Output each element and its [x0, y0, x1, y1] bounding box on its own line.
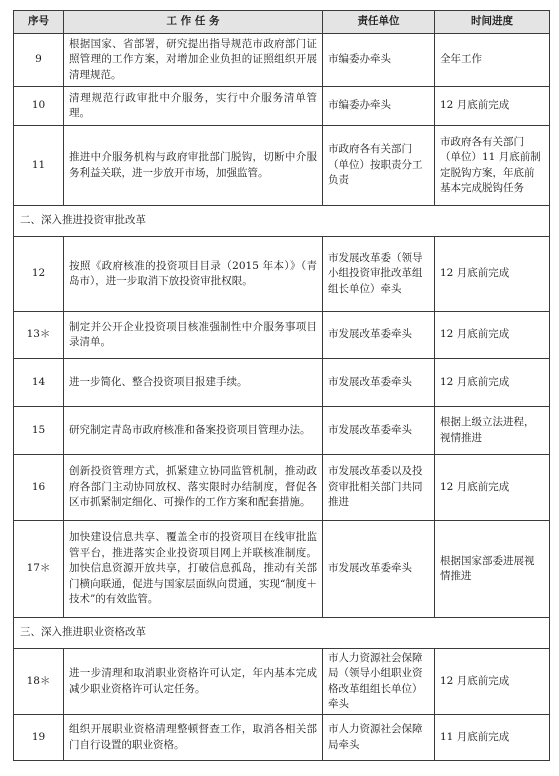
row-unit: 市政府各有关部门（单位）按职责分工负责	[323, 126, 435, 206]
row-unit: 市发展改革委牵头	[323, 407, 435, 455]
row-unit: 市编委办牵头	[323, 34, 435, 87]
table-row	[14, 407, 550, 455]
row-unit: 市发展改革委（领导小组投资审批改革组组长单位）牵头	[323, 237, 435, 312]
table-row	[14, 237, 550, 312]
row-unit: 市发展改革委以及投资审批相关部门共同推进	[323, 455, 435, 521]
section-row	[14, 206, 550, 237]
row-seq: 17＊	[14, 521, 64, 618]
row-seq: 9	[14, 34, 64, 87]
header-unit: 责任单位	[323, 11, 435, 34]
row-progress: 市政府各有关部门（单位）11 月底前制定脱钩方案，年底前基本完成脱钩任务	[435, 126, 550, 206]
row-progress: 12 月底前完成	[435, 312, 550, 359]
row-progress: 11 月底前完成	[435, 715, 550, 761]
row-unit: 市发展改革委牵头	[323, 359, 435, 407]
header-progress: 时间进度	[435, 11, 550, 34]
row-seq: 18＊	[14, 649, 64, 715]
table-row	[14, 359, 550, 407]
table-row	[14, 715, 550, 761]
table-row	[14, 312, 550, 359]
row-task: 清理规范行政审批中介服务，实行中介服务清单管理。	[64, 87, 323, 126]
row-seq: 14	[14, 359, 64, 407]
row-task: 制定并公开企业投资项目核准强制性中介服务事项目录清单。	[64, 312, 323, 359]
row-progress: 根据国家部委进展视情推进	[435, 521, 550, 618]
section-title: 二、深入推进投资审批改革	[14, 206, 550, 237]
row-progress: 全年工作	[435, 34, 550, 87]
row-unit: 市编委办牵头	[323, 87, 435, 126]
table-row	[14, 455, 550, 521]
row-progress: 根据上级立法进程，视情推进	[435, 407, 550, 455]
table-row	[14, 87, 550, 126]
row-progress: 12 月底前完成	[435, 455, 550, 521]
section-row	[14, 618, 550, 649]
table-header-row	[14, 11, 550, 34]
row-task: 进一步清理和取消职业资格许可认定，年内基本完成减少职业资格许可认定任务。	[64, 649, 323, 715]
header-seq: 序号	[14, 11, 64, 34]
row-task: 进一步简化、整合投资项目报建手续。	[64, 359, 323, 407]
row-unit: 市人力资源社会保障局（领导小组职业资格改革组组长单位）牵头	[323, 649, 435, 715]
table-row	[14, 34, 550, 87]
row-task: 研究制定青岛市政府核准和备案投资项目管理办法。	[64, 407, 323, 455]
row-task: 创新投资管理方式，抓紧建立协同监管机制，推动政府各部门主动协同放权、落实限时办结制度，督促各区市抓紧制定细化、可操作的工作方案和配套措施。	[64, 455, 323, 521]
row-task: 组织开展职业资格清理整顿督查工作，取消各相关部门自行设置的职业资格。	[64, 715, 323, 761]
row-progress: 12 月底前完成	[435, 649, 550, 715]
row-progress: 12 月底前完成	[435, 359, 550, 407]
row-seq: 15	[14, 407, 64, 455]
section-title: 三、深入推进职业资格改革	[14, 618, 550, 649]
row-seq: 11	[14, 126, 64, 206]
row-progress: 12 月底前完成	[435, 87, 550, 126]
table-row	[14, 649, 550, 715]
row-task: 推进中介服务机构与政府审批部门脱钩，切断中介服务利益关联，进一步放开市场，加强监管。	[64, 126, 323, 206]
row-unit: 市发展改革委牵头	[323, 312, 435, 359]
row-seq: 16	[14, 455, 64, 521]
row-task: 加快建设信息共享、覆盖全市的投资项目在线审批监管平台，推进落实企业投资项目网上并联核准制度。加快信息资源开放共享，打破信息孤岛，推动有关部门横向联通，促进与国家层面纵向贯通，实现“制度＋技术”的有效监管。	[64, 521, 323, 618]
table-row	[14, 126, 550, 206]
row-progress: 12 月底前完成	[435, 237, 550, 312]
row-task: 根据国家、省部署，研究提出指导规范市政府部门证照管理的工作方案，对增加企业负担的证照组织开展清理规范。	[64, 34, 323, 87]
table-row	[14, 521, 550, 618]
row-seq: 19	[14, 715, 64, 761]
task-table	[13, 10, 550, 761]
row-unit: 市人力资源社会保障局牵头	[323, 715, 435, 761]
row-seq: 13＊	[14, 312, 64, 359]
header-task: 工 作 任 务	[64, 11, 323, 34]
row-unit: 市发展改革委牵头	[323, 521, 435, 618]
row-seq: 12	[14, 237, 64, 312]
row-task: 按照《政府核准的投资项目目录（2015 年本）》（青岛市），进一步取消下放投资审批权限。	[64, 237, 323, 312]
row-seq: 10	[14, 87, 64, 126]
